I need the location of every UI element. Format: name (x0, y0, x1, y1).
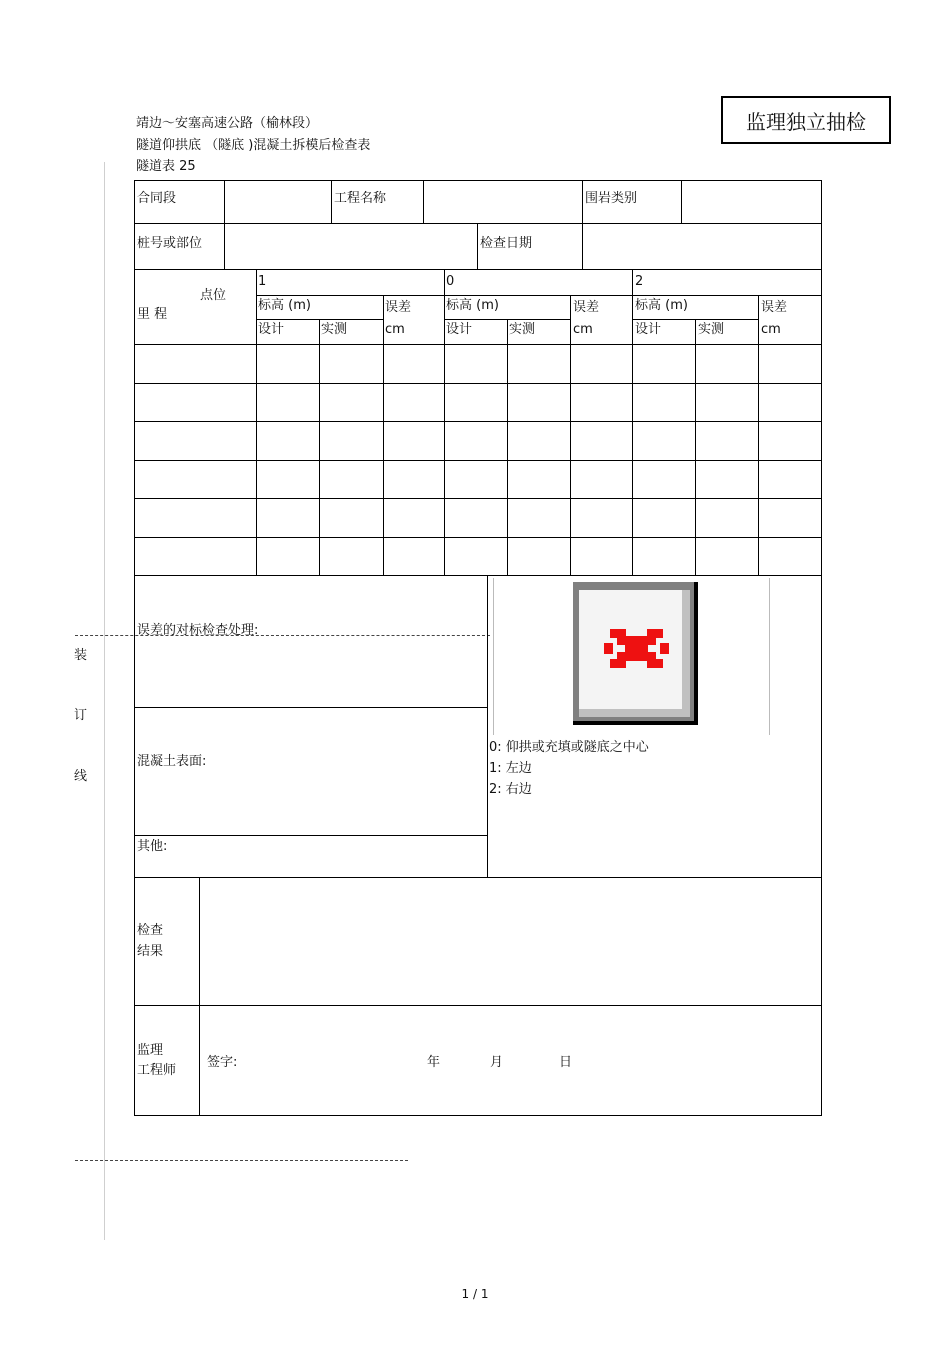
col-line (477, 223, 478, 270)
result-label-1: 检查 (137, 923, 164, 938)
form-title: 隧道仰拱底 （隧底 )混凝土拆模后检查表 (136, 138, 371, 153)
unit-label: cm (573, 322, 593, 337)
row-line (134, 877, 822, 878)
col-line (383, 295, 384, 576)
date-label: 检查日期 (480, 236, 533, 251)
error-label: 误差 (573, 300, 600, 315)
project-name: 靖边～安塞高速公路（榆林段） (136, 116, 319, 131)
row-line (134, 460, 822, 461)
col-line (632, 269, 633, 576)
row-line (256, 295, 822, 296)
elevation-label: 标高 (m) (446, 298, 499, 313)
result-label-2: 结果 (137, 944, 164, 959)
design-label: 设计 (635, 322, 662, 337)
concrete-surface-label: 混凝土表面: (137, 754, 207, 769)
col-line (444, 269, 445, 576)
col-line (582, 180, 583, 224)
measured-label: 实测 (509, 322, 536, 337)
row-line (134, 269, 822, 270)
row-line (134, 383, 822, 384)
measured-label: 实测 (698, 322, 725, 337)
other-label: 其他: (137, 839, 168, 854)
col-line (582, 223, 583, 270)
col-line (758, 295, 759, 576)
form-number: 隧道表 25 (136, 159, 196, 174)
row-line (134, 537, 822, 538)
legend-item-center: 0: 仰拱或充填或隧底之中心 (489, 740, 649, 755)
row-line (134, 1005, 822, 1006)
measured-label: 实测 (321, 322, 348, 337)
row-line (134, 344, 822, 345)
col-line (224, 223, 225, 270)
design-label: 设计 (258, 322, 285, 337)
image-frame-line (493, 578, 494, 735)
col-line (487, 575, 488, 878)
page-number: 1 / 1 (461, 1287, 489, 1301)
row-line (134, 835, 488, 836)
error-label: 误差 (385, 300, 412, 315)
design-label: 设计 (446, 322, 473, 337)
col-line (423, 180, 424, 224)
form-frame (134, 180, 822, 1116)
image-frame-line (769, 578, 770, 735)
broken-image-icon (573, 582, 698, 725)
error-handling-label: 误差的对标检查处理: (137, 623, 259, 638)
mileage-label: 里 程 (137, 307, 168, 322)
elevation-label: 标高 (m) (258, 298, 311, 313)
row-line (134, 575, 822, 576)
signature-label: 签字: (207, 1055, 238, 1070)
binding-dash-bottom (75, 1160, 408, 1161)
row-line (134, 421, 822, 422)
col-line (507, 319, 508, 576)
col-line (681, 180, 682, 224)
unit-label: cm (761, 322, 781, 337)
col-line (570, 295, 571, 576)
row-line (134, 707, 488, 708)
row-line (134, 498, 822, 499)
col-line (331, 180, 332, 224)
point-id-2: 2 (635, 274, 644, 289)
col-line (199, 877, 200, 1115)
binding-char-2: 订 (74, 708, 88, 723)
rock-class-label: 围岩类别 (585, 191, 638, 206)
project-label: 工程名称 (334, 191, 387, 206)
day-label: 日 (559, 1055, 573, 1070)
engineer-label-2: 工程师 (137, 1063, 177, 1078)
station-label: 桩号或部位 (137, 236, 203, 251)
col-line (695, 319, 696, 576)
elevation-label: 标高 (m) (635, 298, 688, 313)
point-id-1: 1 (258, 274, 267, 289)
row-line (134, 223, 822, 224)
col-line (224, 180, 225, 224)
binding-margin-line (104, 162, 105, 1240)
col-line (319, 319, 320, 576)
month-label: 月 (490, 1055, 504, 1070)
error-label: 误差 (761, 300, 788, 315)
point-label: 点位 (200, 288, 227, 303)
engineer-label-1: 监理 (137, 1043, 164, 1058)
binding-char-1: 装 (74, 648, 88, 663)
row-line (256, 319, 384, 320)
point-id-0: 0 (446, 274, 455, 289)
col-line (256, 269, 257, 576)
legend-item-left: 1: 左边 (489, 761, 532, 776)
unit-label: cm (385, 322, 405, 337)
legend-item-right: 2: 右边 (489, 782, 532, 797)
contract-label: 合同段 (137, 191, 177, 206)
year-label: 年 (427, 1055, 441, 1070)
binding-char-3: 线 (74, 769, 88, 784)
supervision-badge: 监理独立抽检 (721, 96, 891, 144)
